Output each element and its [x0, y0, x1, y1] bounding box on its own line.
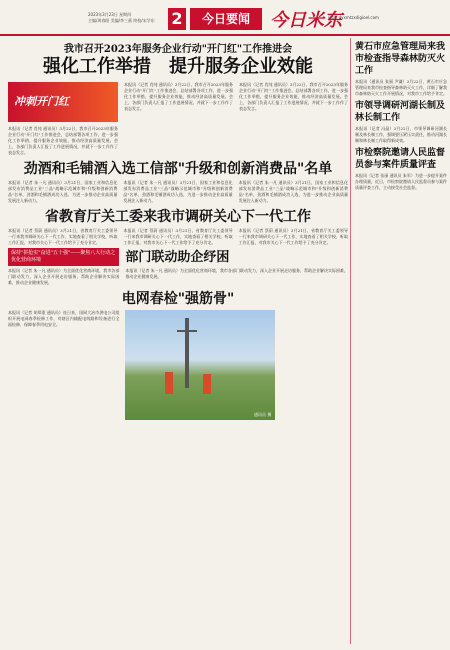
- story4-body-cont: 本报讯（记者 朱一凡 通讯员）为全面优化营商环境，我市各部门联动发力，深入企业开展走访服务，帮助企业解决实际困难，推动企业健康发展。: [125, 268, 348, 279]
- header-rule: [0, 34, 450, 36]
- story5-row: [8, 310, 348, 420]
- website-line: 网址: dyxmtzxdigioel.com: [328, 15, 379, 20]
- lead-headline: 强化工作举措 提升服务企业效能: [43, 56, 313, 77]
- side-story1-body: 本报讯（通讯员 张丽 尹谦）3月22日，黄石市应急管理局来我市检查指导森林防灭火工作，详细了解我市森林防灭火工作开展情况，对我市工作给予肯定。: [355, 79, 447, 96]
- kaimen-hong-badge: 冲刺开门红: [8, 82, 118, 122]
- masthead-logo: 今日米东: [270, 10, 342, 31]
- story4-row: [8, 246, 348, 286]
- side-story3-body: 本报讯（记者 张丽 通讯员 朱军）为进一步提升案件办理质量，近日，市检察院邀请人民监督员参与案件质量评查工作，主动接受社会监督。: [355, 173, 447, 190]
- side-story3-title: 市检察院邀请人民监督员参与案件质量评查: [355, 148, 446, 170]
- story4-body: 本报讯（记者 朱一凡 通讯员）为全面优化营商环境，我市各部门联动发力，深入企业开展走访服务，帮助企业解决实际困难，推动企业健康发展。: [8, 268, 120, 285]
- main-column: [8, 38, 348, 420]
- grid-inspection-photo: [125, 310, 275, 420]
- photo-caption: 通讯员 摄: [254, 412, 272, 417]
- header-meta: [88, 12, 155, 24]
- side-story2-title: 市领导调研河湖长制及林长制工作: [355, 101, 446, 123]
- story5-body: 本报讯（记者 胡郑重 通讯员）连日来，国网大冶市供电公司组织开展电网春季检修工作，对辖区内输配电线路和设备进行全面检修，保障春季用电安全。: [8, 310, 120, 327]
- lead-story: [8, 82, 348, 156]
- worker-2: [203, 374, 211, 394]
- story5-title: 电网春检"强筋骨": [121, 291, 235, 307]
- story1-body-cont2: 本报讯（记者 肖纯 通讯员）3月22日，我市召开2023年服务企业行动"开门红"工作推进会，总结部署各项工作，进一步强化工作举措，提升服务企业效能，推动经济高质量发展。会上，各部门负责人汇报了工作进展情况，并就下一步工作作了表态发言。: [239, 82, 348, 111]
- power-tower-arm: [177, 330, 197, 332]
- lead-kicker: 我市召开2023年服务企业行动"开门红"工作推进会: [63, 44, 293, 55]
- story1-body: 本报讯（记者 肖纯 通讯员）3月22日，我市召开2023年服务企业行动"开门红"工作推进会，总结部署各项工作，进一步强化工作举措，提升服务企业效能，推动经济高质量发展。会上，各部门负责人汇报了工作进展情况，并就下一步工作作了表态发言。: [8, 126, 118, 155]
- story3-body: 本报讯（记者 蔡蔚 通讯员）3月21日，省教育厅关工委领导一行来我市调研关心下一代工作，实地查看了相关学校，听取工作汇报，对我市关心下一代工作给予了充分肯定。: [8, 228, 118, 245]
- story3-title: 省教育厅关工委来我市调研关心下一代工作: [45, 209, 311, 225]
- story2-body-cont: 本报讯（记者 朱一凡 通讯员）3月21日，国家工业和信息化部发布消费品工业"三品"战略示范城市和"升级和创新消费品"名单，劲酒和毛铺酒成功入选，为进一步推动企业高质量发展注入新动力。: [123, 180, 233, 203]
- section-title: 今日要闻: [190, 8, 262, 30]
- side-story1-title: 黄石市应急管理局来我市检查指导森林防灭火工作: [355, 42, 446, 76]
- power-tower: [185, 318, 189, 388]
- column-divider: [350, 38, 351, 644]
- story2-cols: [8, 180, 348, 204]
- issue-date: 2023年3月23日 星期四: [88, 12, 132, 17]
- sidebar-column: [355, 38, 447, 191]
- story3-body-cont: 本报讯（记者 蔡蔚 通讯员）3月21日，省教育厅关工委领导一行来我市调研关心下一代工作，实地查看了相关学校，听取工作汇报，对我市关心下一代工作给予了充分肯定。: [123, 228, 233, 245]
- story4-title: 部门联动助企纾困: [125, 250, 230, 265]
- story2-body-cont2: 本报讯（记者 朱一凡 通讯员）3月21日，国家工业和信息化部发布消费品工业"三品"战略示范城市和"升级和创新消费品"名单，劲酒和毛铺酒成功入选，为进一步推动企业高质量发展注入新动力。: [238, 180, 348, 203]
- worker-1: [165, 372, 173, 394]
- editors-line: 主编/周春阳 美编/李三燕 终校/宋学东: [88, 18, 155, 23]
- story1-body-cont: 本报讯（记者 肖纯 通讯员）3月22日，我市召开2023年服务企业行动"开门红"工作推进会，总结部署各项工作，进一步强化工作举措，提升服务企业效能，推动经济高质量发展。会上，各部门负责人汇报了工作进展情况，并就下一步工作作了表态发言。: [124, 82, 233, 111]
- campaign-badge: 保持"拼抢实"奋进"五十强"——聚焦八大行动之优化营商环境: [8, 248, 119, 266]
- story3-cols: [8, 228, 348, 246]
- story2-title: 劲酒和毛铺酒入选工信部"升级和创新消费品"名单: [23, 161, 333, 177]
- side-story2-body: 本报讯（记者 冯晶）3月22日，市领导调研河湖长制及林长制工作，强调要压紧压实责任，推动河湖长制和林长制工作取得新成效。: [355, 126, 447, 143]
- story2-body: 本报讯（记者 朱一凡 通讯员）3月21日，国家工业和信息化部发布消费品工业"三品"战略示范城市和"升级和创新消费品"名单，劲酒和毛铺酒成功入选，为进一步推动企业高质量发展注入新动力。: [8, 180, 118, 203]
- story3-body-cont2: 本报讯（记者 蔡蔚 通讯员）3月21日，省教育厅关工委领导一行来我市调研关心下一代工作，实地查看了相关学校，听取工作汇报，对我市关心下一代工作给予了充分肯定。: [238, 228, 348, 245]
- page-header: [0, 0, 450, 36]
- page-number: 2: [168, 8, 186, 30]
